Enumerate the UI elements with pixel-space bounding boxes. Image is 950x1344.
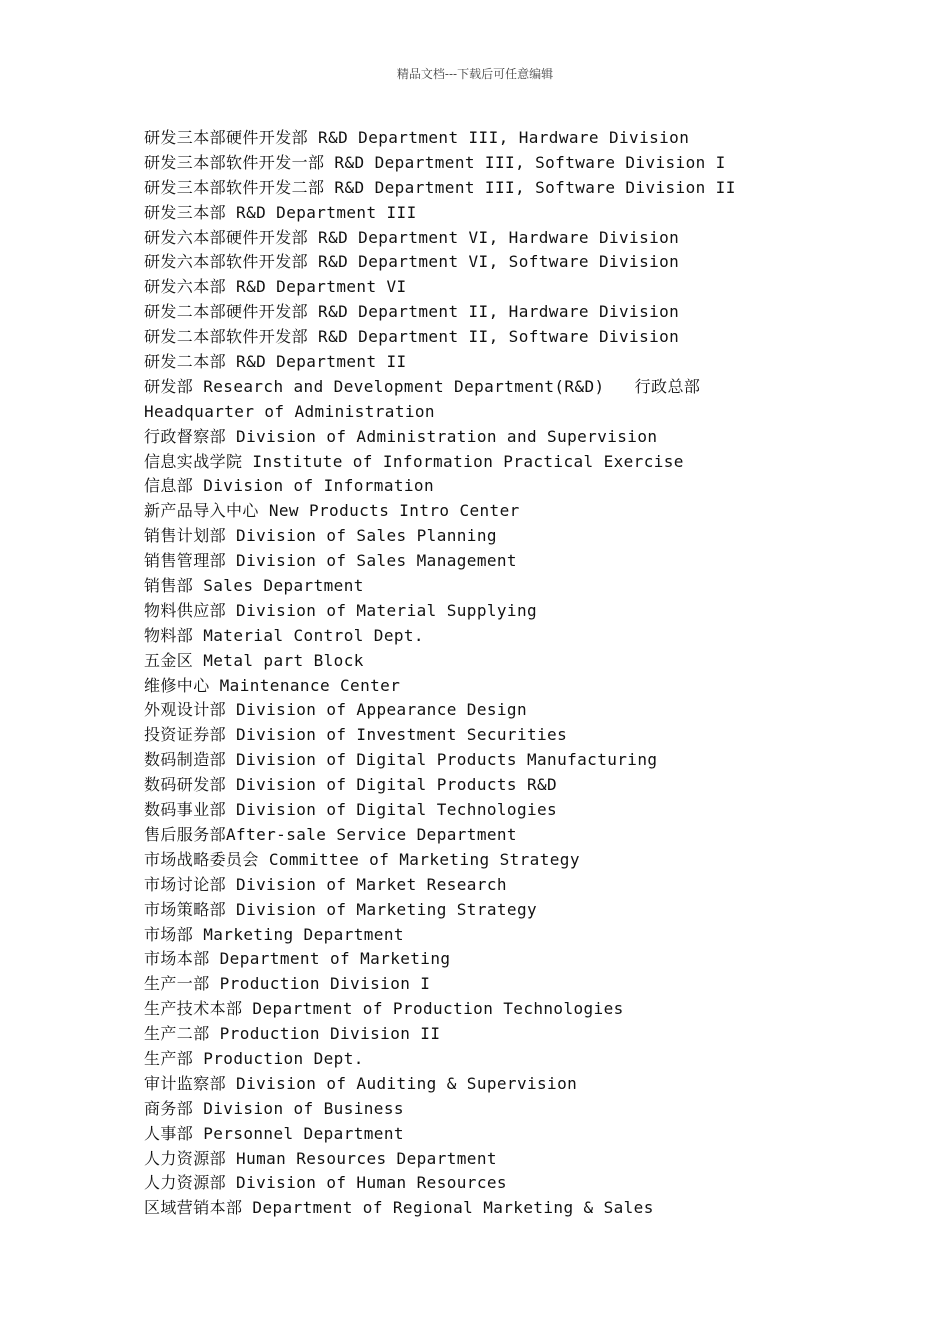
list-item: 研发六本部 R&D Department VI (144, 277, 407, 297)
list-item: 人力资源部 Division of Human Resources (144, 1173, 507, 1193)
list-item: 市场策略部 Division of Marketing Strategy (144, 899, 538, 919)
page-header: 精品文档---下载后可任意编辑 (396, 67, 554, 81)
list-item: 数码研发部 Division of Digital Products R&D (144, 775, 558, 795)
list-item: 研发二本部硬件开发部 R&D Department II, Hardware Division (144, 302, 680, 322)
department-list (144, 126, 904, 1221)
list-item: 研发三本部硬件开发部 R&D Department III, Hardware Division (144, 128, 690, 147)
list-item: 研发三本部 R&D Department III (144, 202, 417, 222)
list-item: 审计监察部 Division of Auditing & Supervision (144, 1073, 578, 1093)
list-item: 生产部 Production Dept. (144, 1048, 364, 1068)
list-item: 五金区 Metal part Block (144, 650, 364, 670)
list-item: 数码制造部 Division of Digital Products Manufacturing (144, 750, 658, 770)
list-item: 物料供应部 Division of Material Supplying (144, 600, 538, 620)
list-item: 投资证券部 Division of Investment Securities (144, 725, 568, 745)
list-item: 数码事业部 Division of Digital Technologies (144, 800, 558, 820)
list-item: 研发部 Research and Development Department(R&D) 行政总部 (144, 376, 701, 396)
list-item: 外观设计部 Division of Appearance Design (144, 700, 527, 720)
list-item: 人事部 Personnel Department (144, 1123, 404, 1143)
list-item: 售后服务部After-sale Service Department (144, 824, 517, 844)
list-item: 研发三本部软件开发二部 R&D Department III, Software Division II (144, 177, 736, 197)
list-item: 维修中心 Maintenance Center (144, 675, 401, 695)
list-item: 行政督察部 Division of Administration and Supervision (144, 426, 658, 446)
list-item: Headquarter of Administration (144, 401, 435, 421)
list-item: 市场战略委员会 Committee of Marketing Strategy (144, 849, 580, 869)
list-item: 市场部 Marketing Department (144, 924, 404, 944)
list-item: 商务部 Division of Business (144, 1098, 404, 1118)
list-item: 人力资源部 Human Resources Department (144, 1148, 497, 1168)
list-item: 信息部 Division of Information (144, 476, 434, 496)
list-item: 市场讨论部 Division of Market Research (144, 874, 507, 894)
list-item: 新产品导入中心 New Products Intro Center (144, 501, 520, 521)
list-item: 生产二部 Production Division II (144, 1024, 441, 1044)
list-item: 研发三本部软件开发一部 R&D Department III, Software Division I (144, 152, 726, 172)
list-item: 销售管理部 Division of Sales Management (144, 551, 517, 571)
list-item: 生产技术本部 Department of Production Technologies (144, 999, 624, 1019)
list-item: 销售部 Sales Department (144, 576, 364, 596)
list-item: 市场本部 Department of Marketing (144, 949, 451, 969)
list-item: 研发二本部软件开发部 R&D Department II, Software Division (144, 327, 680, 347)
list-item: 信息实战学院 Institute of Information Practical Exercise (144, 451, 684, 471)
list-item: 生产一部 Production Division I (144, 974, 431, 994)
list-item: 物料部 Material Control Dept. (144, 625, 424, 645)
list-item: 区域营销本部 Department of Regional Marketing & Sales (144, 1198, 654, 1218)
list-item: 研发六本部硬件开发部 R&D Department VI, Hardware Division (144, 227, 680, 247)
list-item: 研发六本部软件开发部 R&D Department VI, Software Division (144, 252, 680, 272)
list-item: 销售计划部 Division of Sales Planning (144, 526, 497, 546)
list-item: 研发二本部 R&D Department II (144, 352, 407, 372)
